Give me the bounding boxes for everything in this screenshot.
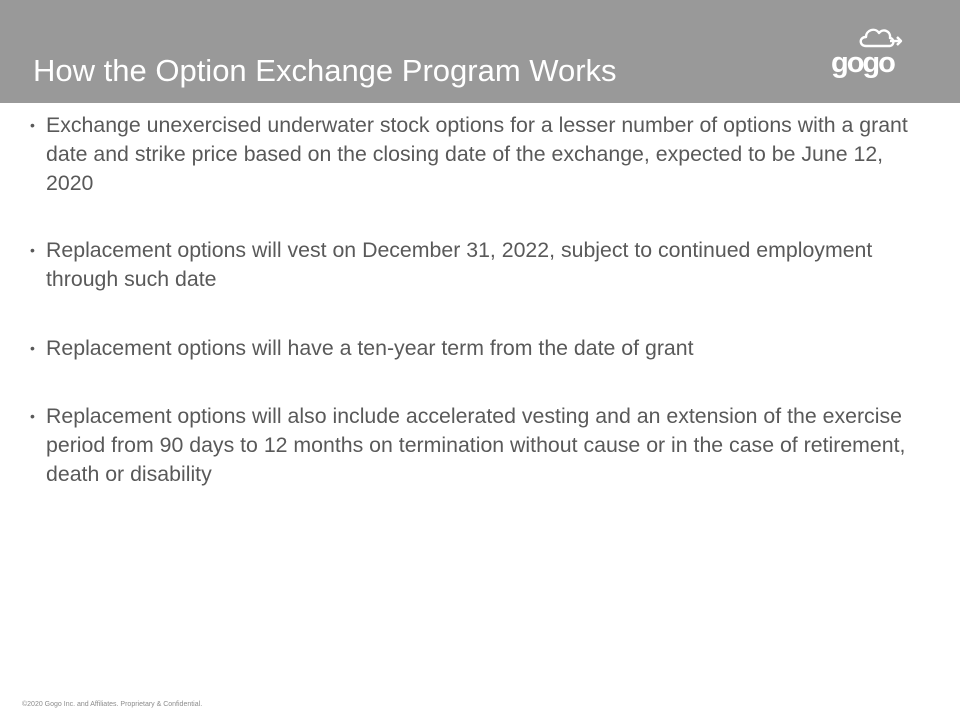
bullet-list: [30, 111, 930, 489]
footer-copyright: ©2020 Gogo Inc. and Affiliates. Proprietary & Confidential.: [22, 701, 203, 708]
bullet-marker: •: [30, 242, 35, 258]
bullet-text: Exchange unexercised underwater stock options for a lesser number of options with a grant date and strike price based on the closing date of the exchange, expected to be June 12, 2020: [46, 113, 908, 195]
bullet-text: Replacement options will vest on December 31, 2022, subject to continued employment through such date: [46, 238, 873, 291]
bullet-marker: •: [30, 117, 35, 133]
bullet-marker: •: [30, 340, 35, 356]
header-bar: [0, 0, 960, 103]
bullet-item: [30, 402, 930, 489]
bullet-text: Replacement options will have a ten-year term from the date of grant: [46, 336, 694, 360]
bullet-item: [30, 334, 930, 363]
slide-title: How the Option Exchange Program Works: [33, 53, 617, 88]
gogo-logo: [826, 24, 906, 88]
bullet-item: [30, 111, 930, 198]
logo-wordmark: gogo: [831, 47, 894, 79]
bullet-marker: •: [30, 408, 35, 424]
bullet-item: [30, 236, 930, 294]
bullet-text: Replacement options will also include accelerated vesting and an extension of the exercise period from 90 days to 12 months on termination without cause or in the case of retirement, death or disability: [46, 404, 906, 486]
